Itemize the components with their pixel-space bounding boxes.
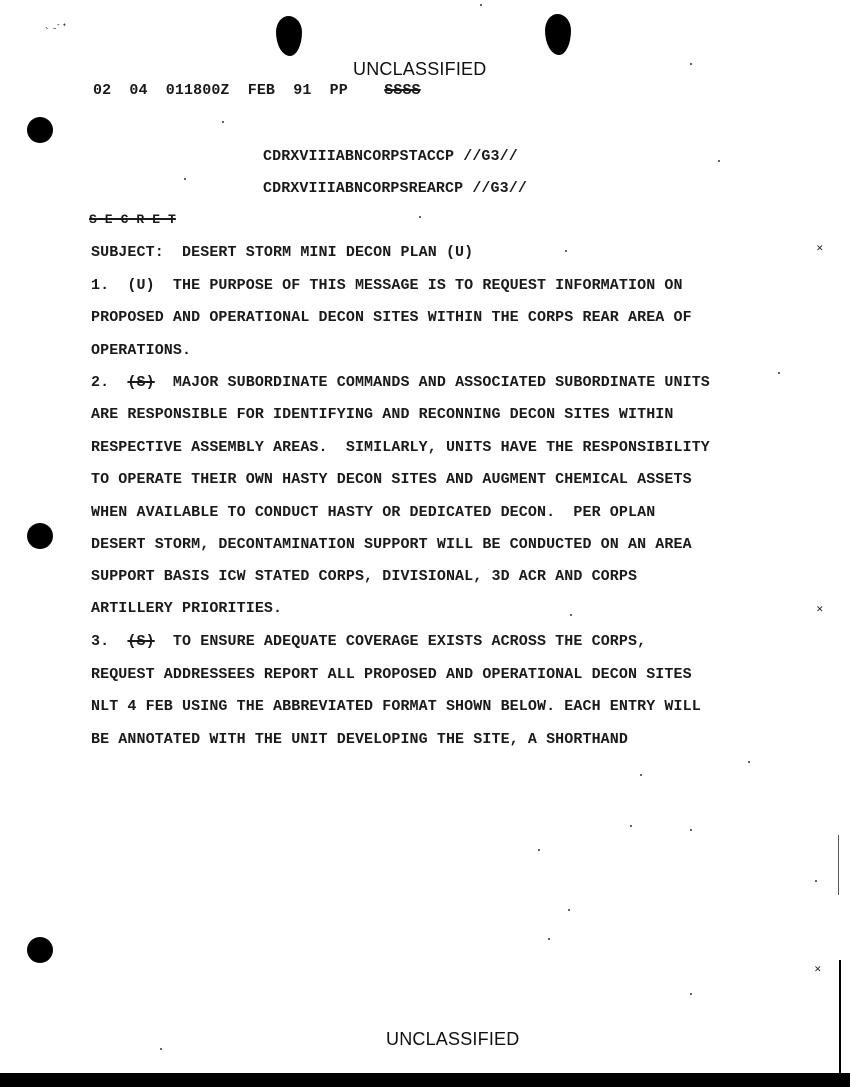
paragraph-1-line: PROPOSED AND OPERATIONAL DECON SITES WITHIN THE CORPS REAR AREA OF bbox=[91, 309, 692, 326]
punch-hole-top bbox=[27, 117, 53, 143]
classification-banner-top: UNCLASSIFIED bbox=[353, 59, 487, 79]
scan-speck bbox=[778, 372, 780, 374]
scan-speck bbox=[690, 829, 692, 831]
scan-speck bbox=[565, 250, 567, 252]
scan-speck bbox=[570, 614, 572, 616]
scan-speck bbox=[222, 121, 224, 123]
paragraph-2-line: ARTILLERY PRIORITIES. bbox=[91, 600, 283, 617]
paragraph-1-line: 1. (U) THE PURPOSE OF THIS MESSAGE IS TO REQUEST INFORMATION ON bbox=[91, 277, 683, 294]
paragraph-2-marking-struck: (S) bbox=[127, 374, 155, 391]
paragraph-3-line bbox=[91, 633, 646, 650]
punch-hole-middle bbox=[27, 523, 53, 549]
paragraph-2-line bbox=[91, 374, 710, 391]
scan-mark-right-3: ✕ bbox=[814, 965, 822, 975]
scan-edge-line bbox=[839, 960, 841, 1075]
scan-speck bbox=[568, 909, 570, 911]
scan-speck bbox=[419, 216, 421, 218]
paragraph-1-line: OPERATIONS. bbox=[91, 342, 192, 359]
addressee-line: CDRXVIIIABNCORPSTACCP //G3// bbox=[263, 148, 518, 165]
old-classification-struck: S E C R E T bbox=[89, 212, 176, 227]
paragraph-3-number: 3. bbox=[91, 633, 128, 650]
paragraph-3-text: TO ENSURE ADEQUATE COVERAGE EXISTS ACROSS THE CORPS, bbox=[154, 633, 647, 650]
paragraph-3-line: BE ANNOTATED WITH THE UNIT DEVELOPING THE SITE, A SHORTHAND bbox=[91, 731, 628, 748]
scan-speck bbox=[630, 825, 632, 827]
addressee-line: CDRXVIIIABNCORPSREARCP //G3// bbox=[263, 180, 527, 197]
punch-hole-bottom bbox=[27, 937, 53, 963]
scan-speck bbox=[748, 761, 750, 763]
classification-banner-bottom: UNCLASSIFIED bbox=[386, 1029, 520, 1049]
paragraph-2-line: TO OPERATE THEIR OWN HASTY DECON SITES AND AUGMENT CHEMICAL ASSETS bbox=[91, 471, 692, 488]
paragraph-3-marking-struck: (S) bbox=[127, 633, 155, 650]
scan-speck bbox=[640, 774, 642, 776]
scan-speck bbox=[815, 880, 817, 882]
old-marking-struck: SSSS bbox=[384, 82, 421, 99]
scan-mark-topleft: ˎ ˍ˗ ˖ bbox=[45, 20, 67, 30]
paragraph-2-line: ARE RESPONSIBLE FOR IDENTIFYING AND RECONNING DECON SITES WITHIN bbox=[91, 406, 674, 423]
staple-blob-right bbox=[545, 14, 571, 55]
scan-speck bbox=[538, 849, 540, 851]
scan-mark-right-2: ✕ bbox=[816, 605, 824, 615]
paragraph-2-number: 2. bbox=[91, 374, 128, 391]
paragraph-2-line: RESPECTIVE ASSEMBLY AREAS. SIMILARLY, UNITS HAVE THE RESPONSIBILITY bbox=[91, 439, 710, 456]
scan-mark-right-1: ✕ bbox=[816, 244, 824, 254]
paragraph-2-text: MAJOR SUBORDINATE COMMANDS AND ASSOCIATED SUBORDINATE UNITS bbox=[154, 374, 710, 391]
scan-speck bbox=[184, 178, 186, 180]
scan-edge-line-faint bbox=[838, 835, 839, 895]
paragraph-2-line: WHEN AVAILABLE TO CONDUCT HASTY OR DEDICATED DECON. PER OPLAN bbox=[91, 504, 656, 521]
scan-speck bbox=[690, 63, 692, 65]
paragraph-2-line: SUPPORT BASIS ICW STATED CORPS, DIVISIONAL, 3D ACR AND CORPS bbox=[91, 568, 638, 585]
subject-line: SUBJECT: DESERT STORM MINI DECON PLAN (U) bbox=[91, 244, 474, 261]
dtg-text: 02 04 011800Z FEB 91 PP bbox=[93, 82, 348, 99]
paragraph-3-line: REQUEST ADDRESSEES REPORT ALL PROPOSED AND OPERATIONAL DECON SITES bbox=[91, 666, 692, 683]
scan-bottom-bar bbox=[0, 1073, 850, 1087]
dtg-line bbox=[93, 82, 421, 99]
paragraph-3-line: NLT 4 FEB USING THE ABBREVIATED FORMAT SHOWN BELOW. EACH ENTRY WILL bbox=[91, 698, 701, 715]
paragraph-2-line: DESERT STORM, DECONTAMINATION SUPPORT WILL BE CONDUCTED ON AN AREA bbox=[91, 536, 692, 553]
scan-speck bbox=[548, 938, 550, 940]
scan-speck bbox=[718, 160, 720, 162]
scan-speck bbox=[690, 993, 692, 995]
scan-speck bbox=[480, 4, 482, 6]
scan-speck bbox=[160, 1048, 162, 1050]
staple-blob-left bbox=[276, 16, 302, 56]
